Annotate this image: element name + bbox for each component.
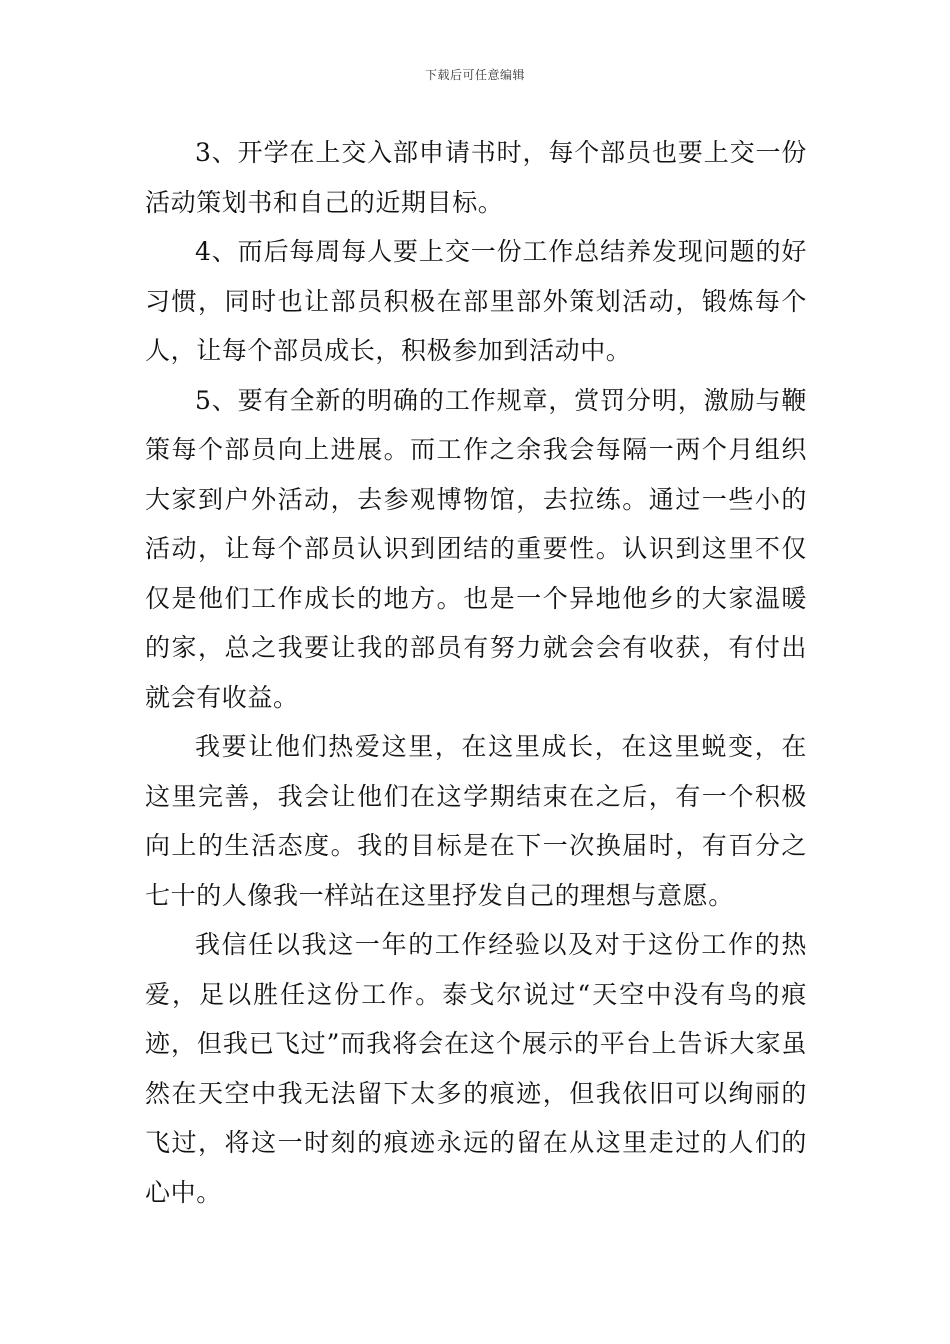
paragraph-item-5: 5、要有全新的明确的工作规章，赏罚分明，激励与鞭策每个部员向上进展。而工作之余我会每隔一两个月组织大家到户外活动，去参观博物馆，去拉练。通过一些小的活动，让每个部员认识到团结的重要性。认识到这里不仅仅是他们工作成长的地方。也是一个异地他乡的大家温暖的家，总之我要让我的部员有努力就会会有收获，有付出就会有收益。 [145,385,807,712]
paragraph-conclusion: 我信任以我这一年的工作经验以及对于这份工作的热爱，足以胜任这份工作。泰戈尔说过“天空中没有鸟的痕迹，但我已飞过”而我将会在这个展示的平台上告诉大家虽然在天空中我无法留下太多的痕迹，但我依旧可以绚丽的飞过，将这一时刻的痕迹永远的留在从这里走过的人们的心中。 [145,930,807,1207]
header-note: 下载后可任意编辑 [424,68,525,82]
paragraph-goal: 我要让他们热爱这里，在这里成长，在这里蜕变，在这里完善，我会让他们在这学期结束在之后，有一个积极向上的生活态度。我的目标是在下一次换届时，有百分之七十的人像我一样站在这里抒发自己的理想与意愿。 [145,732,807,910]
paragraph-item-3: 3、开学在上交入部申请书时，每个部员也要上交一份活动策划书和自己的近期目标。 [145,138,807,217]
document-body [145,128,807,1217]
paragraph-item-4: 4、而后每周每人要上交一份工作总结养发现问题的好习惯，同时也让部员积极在部里部外策划活动，锻炼每个人，让每个部员成长，积极参加到活动中。 [145,237,807,365]
